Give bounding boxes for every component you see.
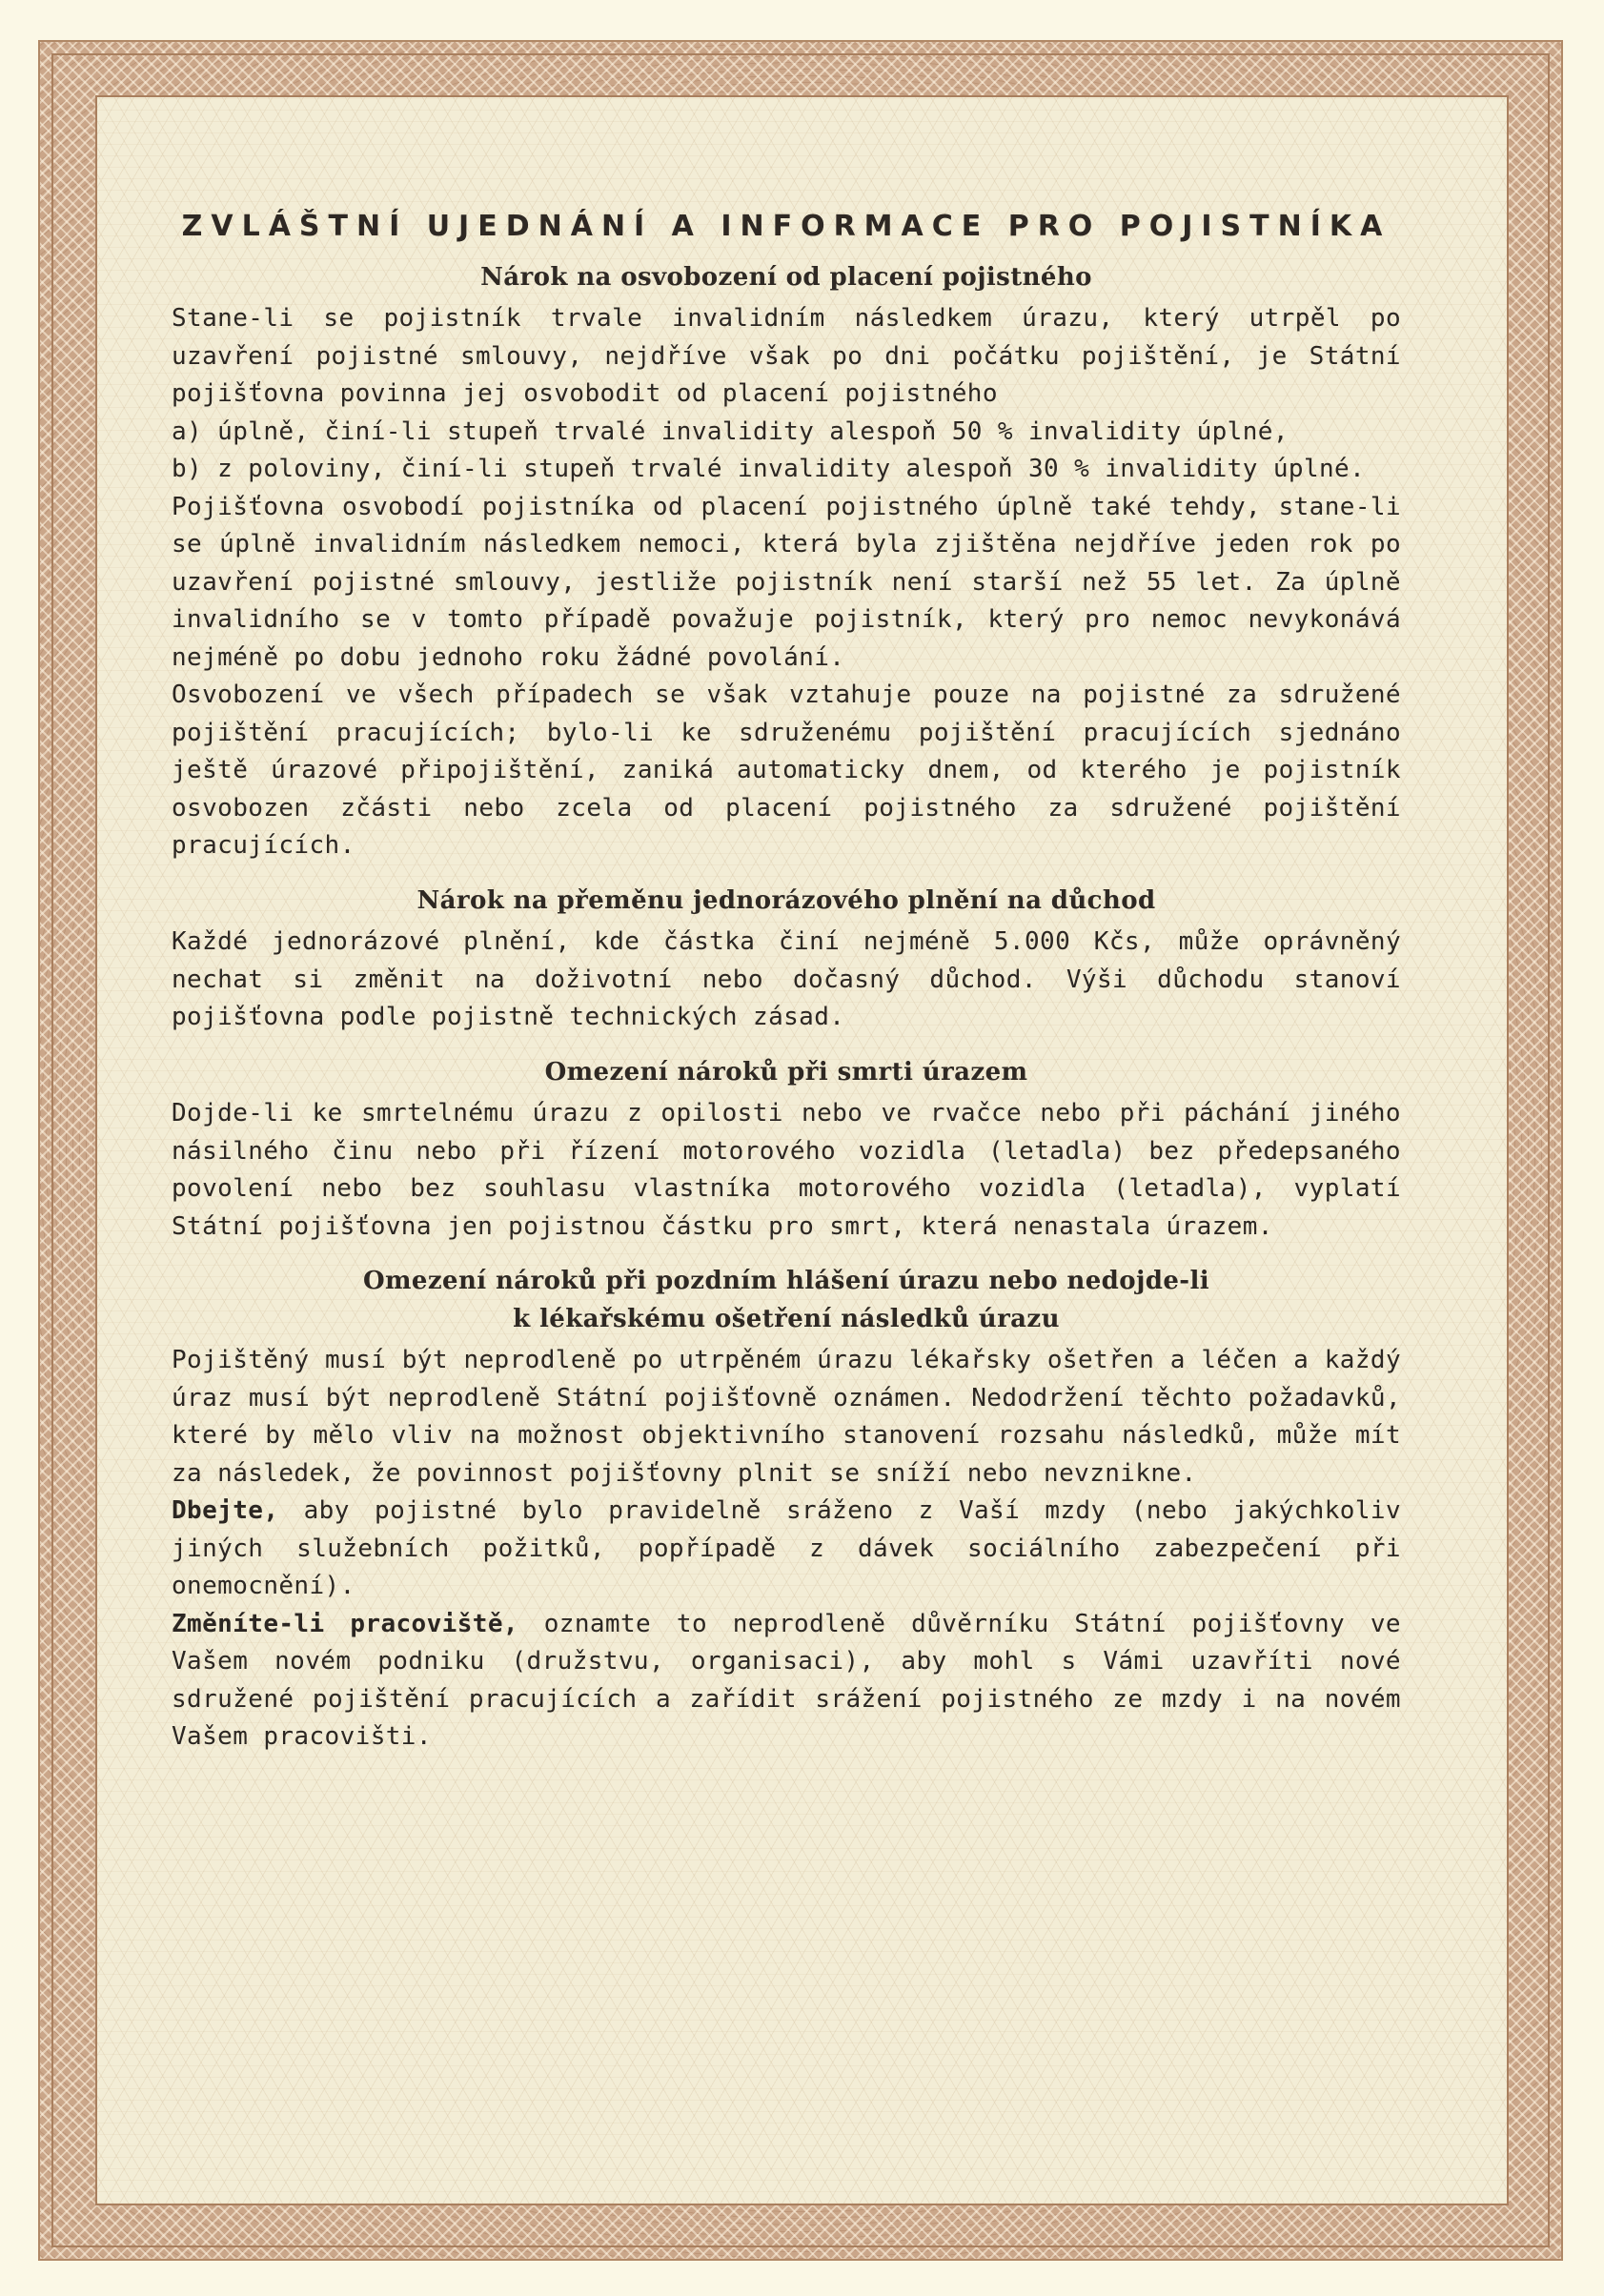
spacer	[172, 865, 1401, 879]
paragraph-late-report: Pojištěný musí být neprodleně po utrpěném úrazu lékařsky ošetřen a léčen a každý úraz musí být neprodleně Státní pojišťovně oznámen. Nedodržení těchto požadavků, které by mělo vliv na možnost objektivního stanovení rozsahu následků, může mít za následek, že povinnost pojišťovny plnit se sníží nebo nevznikne.	[172, 1346, 1401, 1488]
section-heading-late-report	[172, 1263, 1401, 1338]
paragraph-exemption-scope: Osvobození ve všech případech se však vztahuje pouze na pojistné za sdružené pojištění pracujících; bylo-li ke sdruženému pojištění pracujících sjednáno ještě úrazové připojištění, zaniká automaticky dnem, od kterého je pojistník osvobozen zčásti nebo zcela od placení pojistného za sdružené pojištění pracujících.	[172, 681, 1401, 860]
list-item-a: a) úplně, činí-li stupeň trvalé invalidity alespoň 50 % invalidity úplné,	[172, 417, 1289, 446]
spacer	[172, 1037, 1401, 1050]
change-workplace-text: oznamte to neprodleně důvěrníku Státní pojišťovny ve Vašem novém podniku (družstvu, organisaci), aby mohl s Vámi uzavříti nové sdružené pojištění pracujících a zařídit srážení pojistného ze mzdy i na novém Vašem pracovišti.	[172, 1609, 1401, 1751]
list-item-b: b) z poloviny, činí-li stupeň trvalé invalidity alespoň 30 % invalidity úplné.	[172, 455, 1366, 483]
section-heading-late-report-line2: k lékařskému ošetření následků úrazu	[513, 1304, 1060, 1333]
change-workplace-lead: Změníte-li pracoviště,	[172, 1609, 518, 1638]
document-content	[172, 208, 1401, 1757]
document-title: ZVLÁŠTNÍ UJEDNÁNÍ A INFORMACE PRO POJISTNÍKA	[181, 210, 1391, 243]
paragraph-change-workplace	[172, 1606, 1401, 1757]
premium-deduction-text: aby pojistné bylo pravidelně sráženo z Vaší mzdy (nebo jakýchkoliv jiných služebních požitků, popřípadě z dávek sociálního zabezpečení při onemocnění).	[172, 1496, 1401, 1600]
section-heading-annuity: Nárok na přeměnu jednorázového plnění na důchod	[416, 885, 1156, 915]
spacer	[172, 1246, 1401, 1259]
paragraph-annuity: Každé jednorázové plnění, kde částka činí nejméně 5.000 Kčs, může oprávněný nechat si změnit na doživotní nebo dočasný důchod. Výši důchodu stanoví pojišťovna podle pojistně technických zásad.	[172, 927, 1401, 1031]
paragraph-exemption-illness: Pojišťovna osvobodí pojistníka od placení pojistného úplně také tehdy, stane-li se úplně invalidním následkem nemoci, která byla zjištěna nejdříve jeden rok po uzavření pojistné smlouvy, jestliže pojistník není starší než 55 let. Za úplně invalidního se v tomto případě považuje pojistník, který pro nemoc nevykonává nejméně po dobu jednoho roku žádné povolání.	[172, 492, 1401, 672]
paragraph-death-limit: Dojde-li ke smrtelnému úrazu z opilosti nebo ve rvačce nebo při páchání jiného násilného činu nebo při řízení motorového vozidla (letadla) bez předepsaného povolení nebo bez souhlasu vlastníka motorového vozidla (letadla), vyplatí Státní pojišťovna jen pojistnou částku pro smrt, která nenastala úrazem.	[172, 1099, 1401, 1241]
section-heading-death-limit: Omezení nároků při smrti úrazem	[544, 1057, 1028, 1087]
premium-deduction-lead: Dbejte,	[172, 1496, 279, 1525]
section-heading-late-report-line1: Omezení nároků při pozdním hlášení úrazu nebo nedojde-li	[362, 1267, 1210, 1295]
paragraph-premium-deduction	[172, 1493, 1401, 1606]
paragraph-exemption-intro: Stane-li se pojistník trvale invalidním následkem úrazu, který utrpěl po uzavření pojistné smlouvy, nejdříve však po dni počátku pojištění, je Státní pojišťovna povinna jej osvobodit od placení pojistného	[172, 304, 1401, 408]
section-heading-exemption: Nárok na osvobození od placení pojistného	[480, 262, 1092, 292]
